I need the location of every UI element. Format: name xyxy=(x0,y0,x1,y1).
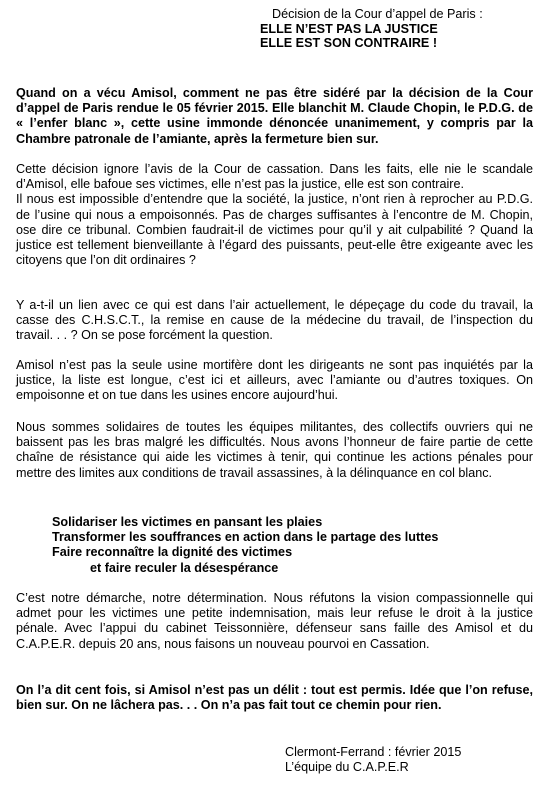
slogans xyxy=(52,515,522,576)
slogan-2: Transformer les souffrances en action dans le partage des luttes xyxy=(52,530,439,545)
paragraph-4: Amisol n’est pas la seule usine mortifère dont les dirigeants ne sont pas inquiétés par la justice, la liste est longue, c’est ici et ailleurs, avec l’amiante ou d’autres toxiques. On empoisonne et on tue dans les usines encore aujourd’hui. xyxy=(16,358,533,403)
header-title-line-2: ELLE EST SON CONTRAIRE ! xyxy=(260,36,438,50)
paragraph-3: Y a-t-il un lien avec ce qui est dans l’air actuellement, le dépeçage du code du travail, la casse des C.H.S.C.T., la remise en cause de la médecine du travail, de l’inspection du travail. . . ? On se pose forcément la question. xyxy=(16,298,533,343)
header-title-line-1: ELLE N’EST PAS LA JUSTICE xyxy=(260,21,438,36)
header-subtitle: Décision de la Cour d’appel de Paris : xyxy=(272,7,483,21)
paragraph-2-a: Cette décision ignore l’avis de la Cour de cassation. Dans les faits, elle nie le scandale d’Amisol, elle bafoue ses victimes, elle n’est pas la justice, elle est son contraire. xyxy=(16,162,533,192)
intro-paragraph: Quand on a vécu Amisol, comment ne pas être sidéré par la décision de la Cour d’appel de Paris rendue le 05 février 2015. Elle blanchit M. Claude Chopin, le P.D.G. de « l’enfer blanc », cette usine immonde dénoncée unanimement, y compris par la Chambre patronale de l’amiante, après la fermeture bien sur. xyxy=(16,86,533,146)
document-header xyxy=(260,7,542,51)
paragraph-2-b: Il nous est impossible d’entendre que la société, la justice, n’ont rien à reprocher au P.D.G. de l’usine qui nous a empoisonnés. Pas de charges suffisantes à l’encontre de M. Chopin, ose dire ce tribunal. Combien faudrait-il de victimes pour qu’il y ait culpabilité ? Quand la justice est tellement bienveillante à l’égard des puissants, peut-elle être exigeante avec les citoyens que l’on dit ordinaires ? xyxy=(16,192,533,268)
signature-author: L’équipe du C.A.P.E.R xyxy=(285,760,409,775)
paragraph-6: C’est notre démarche, notre détermination. Nous réfutons la vision compassionnelle qui admet pour les victimes une petite indemnisation, mais leur refuse le droit à la justice pénale. Avec l’appui du cabinet Teissonnière, défenseur sans faille des Amisol et du C.A.P.E.R. depuis 20 ans, nous faisons un nouveau pourvoi en Cassation. xyxy=(16,591,533,651)
slogan-3: Faire reconnaître la dignité des victimes xyxy=(52,545,293,560)
signature-block xyxy=(285,745,535,775)
signature-place-date: Clermont-Ferrand : février 2015 xyxy=(285,745,462,759)
conclusion-paragraph: On l’a dit cent fois, si Amisol n’est pas un délit : tout est permis. Idée que l’on refuse, bien sur. On ne lâchera pas. . . On n’a pas fait tout ce chemin pour rien. xyxy=(16,683,533,713)
slogan-1: Solidariser les victimes en pansant les plaies xyxy=(52,515,323,529)
paragraph-5: Nous sommes solidaires de toutes les équipes militantes, des collectifs ouvriers qui ne baissent pas les bras malgré les difficultés. Nous avons l’honneur de faire partie de cette chaîne de résistance qui aide les victimes à tenir, qui continue les actions pénales pour mettre des limites aux conditions de travail assassines, à la délinquance en col blanc. xyxy=(16,420,533,480)
slogan-4: et faire reculer la désespérance xyxy=(90,560,279,575)
paragraph-2 xyxy=(16,162,533,268)
